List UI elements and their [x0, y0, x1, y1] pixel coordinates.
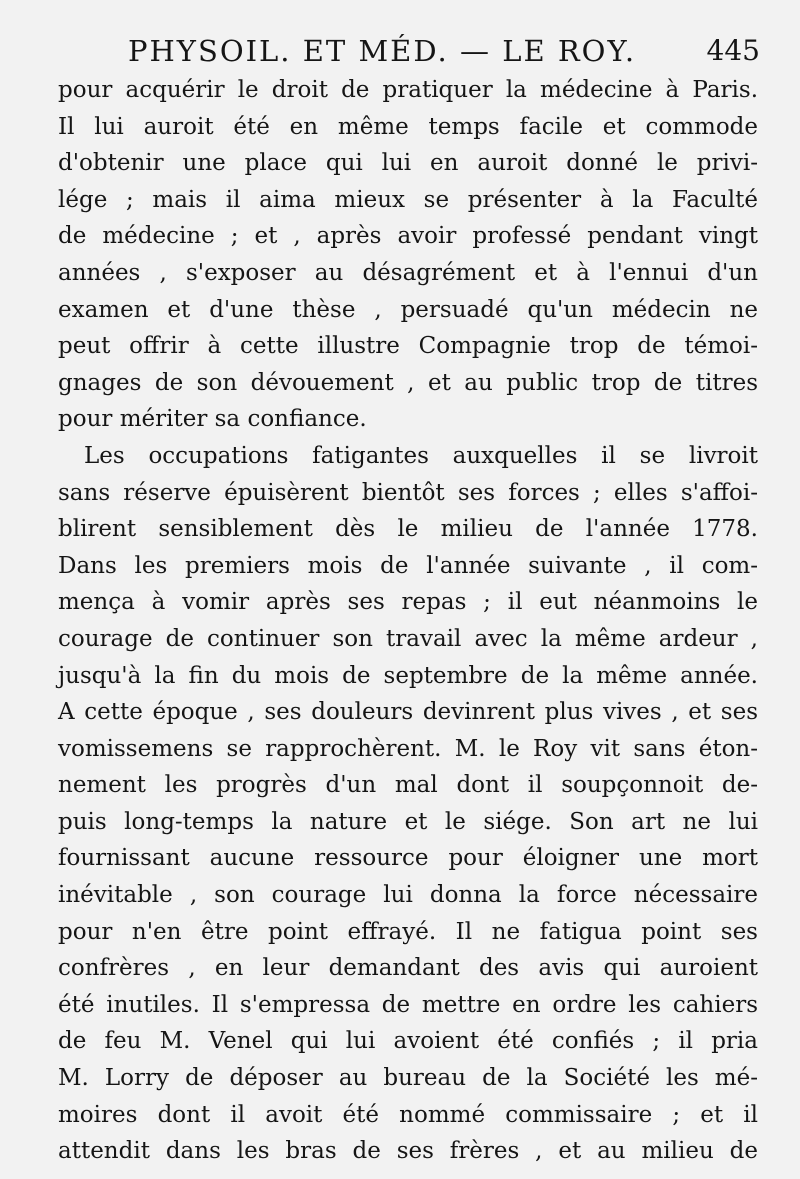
- paragraph-1: [58, 72, 758, 438]
- text-line: pour mériter sa confiance.: [58, 406, 367, 433]
- text-line: sans réserve épuisèrent bientôt ses forces ; elles s'affoi-: [58, 479, 758, 506]
- text-line: vomissemens se rapprochèrent. M. le Roy vit sans éton-: [58, 735, 758, 762]
- page-header: [58, 34, 760, 74]
- text-line: blirent sensiblement dès le milieu de l'année 1778.: [58, 516, 758, 543]
- text-line: puis long-temps la nature et le siége. Son art ne lui: [58, 808, 758, 835]
- text-line: gnages de son dévouement , et au public trop de titres: [58, 369, 758, 396]
- text-line: jusqu'à la fin du mois de septembre de la même année.: [58, 662, 758, 689]
- text-line: de médecine ; et , après avoir professé pendant vingt: [58, 223, 758, 250]
- text-line: courage de continuer son travail avec la même ardeur ,: [58, 625, 758, 652]
- text-line: attendit dans les bras de ses frères , et au milieu de: [58, 1138, 758, 1165]
- text-line: moires dont il avoit été nommé commissaire ; et il: [58, 1101, 758, 1128]
- text-line: confrères , en leur demandant des avis qui auroient: [58, 955, 758, 982]
- running-head: PHYSOIL. ET MÉD. — LE ROY.: [128, 34, 637, 68]
- text-line: peut offrir à cette illustre Compagnie trop de témoi-: [58, 333, 758, 360]
- text-line: années , s'exposer au désagrément et à l'ennui d'un: [58, 259, 758, 286]
- text-line: Dans les premiers mois de l'année suivante , il com-: [58, 552, 758, 579]
- text-line: d'obtenir une place qui lui en auroit donné le privi-: [58, 150, 758, 177]
- text-line: M. Lorry de déposer au bureau de la Société les mé-: [58, 1065, 758, 1092]
- page-number: 445: [706, 34, 760, 67]
- body-text: [58, 72, 758, 1170]
- text-line: pour n'en être point effrayé. Il ne fatigua point ses: [58, 918, 758, 945]
- text-line: de feu M. Venel qui lui avoient été confiés ; il pria: [58, 1028, 758, 1055]
- text-line: lége ; mais il aima mieux se présenter à la Faculté: [58, 186, 758, 213]
- text-line: été inutiles. Il s'empressa de mettre en ordre les cahiers: [58, 991, 758, 1018]
- paragraph-2: [58, 438, 758, 1170]
- text-line: mença à vomir après ses repas ; il eut néanmoins le: [58, 589, 758, 616]
- text-line: examen et d'une thèse , persuadé qu'un médecin ne: [58, 296, 758, 323]
- text-line: fournissant aucune ressource pour éloigner une mort: [58, 845, 758, 872]
- text-line: A cette époque , ses douleurs devinrent plus vives , et ses: [58, 699, 758, 726]
- text-line: inévitable , son courage lui donna la force nécessaire: [58, 882, 758, 909]
- text-line: pour acquérir le droit de pratiquer la médecine à Paris.: [58, 77, 758, 103]
- text-line: Les occupations fatigantes auxquelles il se livroit: [84, 442, 758, 469]
- text-line: Il lui auroit été en même temps facile et commode: [58, 113, 758, 140]
- text-line: nement les progrès d'un mal dont il soupçonnoit de-: [58, 772, 758, 799]
